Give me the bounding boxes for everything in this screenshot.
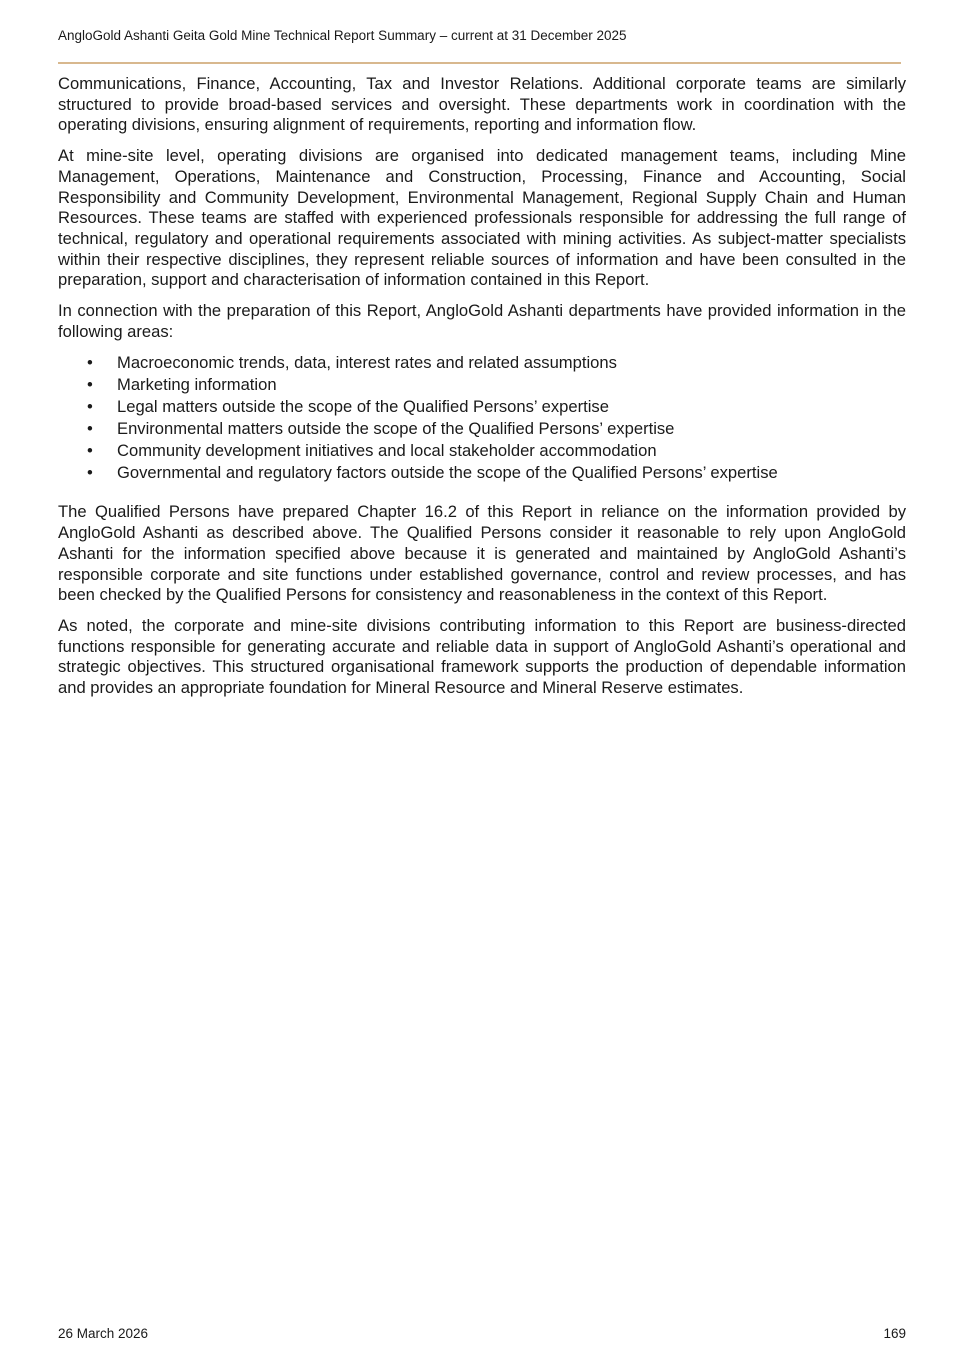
footer-date: 26 March 2026: [58, 1326, 149, 1341]
bullet-icon: •: [87, 397, 93, 417]
bullet-list: [58, 352, 906, 484]
header-divider: [58, 62, 901, 64]
paragraph: In connection with the preparation of this Report, AngloGold Ashanti departments have provided information in the following areas:: [58, 301, 906, 341]
list-item: [58, 374, 906, 396]
list-item: [58, 396, 906, 418]
page-body: [58, 74, 906, 709]
page-number: 169: [883, 1326, 906, 1341]
paragraph: The Qualified Persons have prepared Chapter 16.2 of this Report in reliance on the information provided by AngloGold Ashanti as described above. The Qualified Persons consider it reasonable to rely upon AngloGold Ashanti for the information specified above because it is generated and maintained by AngloGold Ashanti’s responsible corporate and site functions under established governance, control and review processes, and has been checked by the Qualified Persons for consistency and reasonableness in the context of this Report.: [58, 502, 906, 605]
bullet-icon: •: [87, 463, 93, 483]
paragraph: At mine-site level, operating divisions are organised into dedicated management teams, including Mine Management, Operations, Maintenance and Construction, Processing, Finance and Accounting, Social Responsibility and Community Development, Environmental Management, Regional Supply Chain and Human Resources. These teams are staffed with experienced professionals responsible for addressing the full range of technical, regulatory and operational requirements associated with mining activities. As subject-matter specialists within their respective disciplines, they represent reliable sources of information and have been consulted in the preparation, support and characterisation of information contained in this Report.: [58, 146, 906, 290]
paragraph: As noted, the corporate and mine-site divisions contributing information to this Report are business-directed functions responsible for generating accurate and reliable data in support of AngloGold Ashanti’s operational and strategic objectives. This structured organisational framework supports the production of dependable information and provides an appropriate foundation for Mineral Resource and Mineral Reserve estimates.: [58, 615, 906, 698]
bullet-icon: •: [87, 353, 93, 373]
list-item-text: Governmental and regulatory factors outside the scope of the Qualified Persons’ expertise: [117, 463, 778, 483]
bullet-icon: •: [87, 441, 93, 461]
bullet-icon: •: [87, 375, 93, 395]
bullet-icon: •: [87, 419, 93, 439]
list-item: [58, 418, 906, 440]
list-item-text: Macroeconomic trends, data, interest rates and related assumptions: [117, 353, 617, 373]
list-item: [58, 352, 906, 374]
running-header: AngloGold Ashanti Geita Gold Mine Technical Report Summary – current at 31 December 2025: [58, 28, 627, 43]
list-item: [58, 462, 906, 484]
list-item-text: Legal matters outside the scope of the Qualified Persons’ expertise: [117, 397, 609, 417]
list-item: [58, 440, 906, 462]
paragraph: Communications, Finance, Accounting, Tax and Investor Relations. Additional corporate teams are similarly structured to provide broad-based services and oversight. These departments work in coordination with the operating divisions, ensuring alignment of requirements, reporting and information flow.: [58, 74, 906, 135]
list-item-text: Environmental matters outside the scope of the Qualified Persons’ expertise: [117, 419, 675, 439]
list-item-text: Community development initiatives and local stakeholder accommodation: [117, 441, 657, 461]
list-item-text: Marketing information: [117, 375, 277, 395]
